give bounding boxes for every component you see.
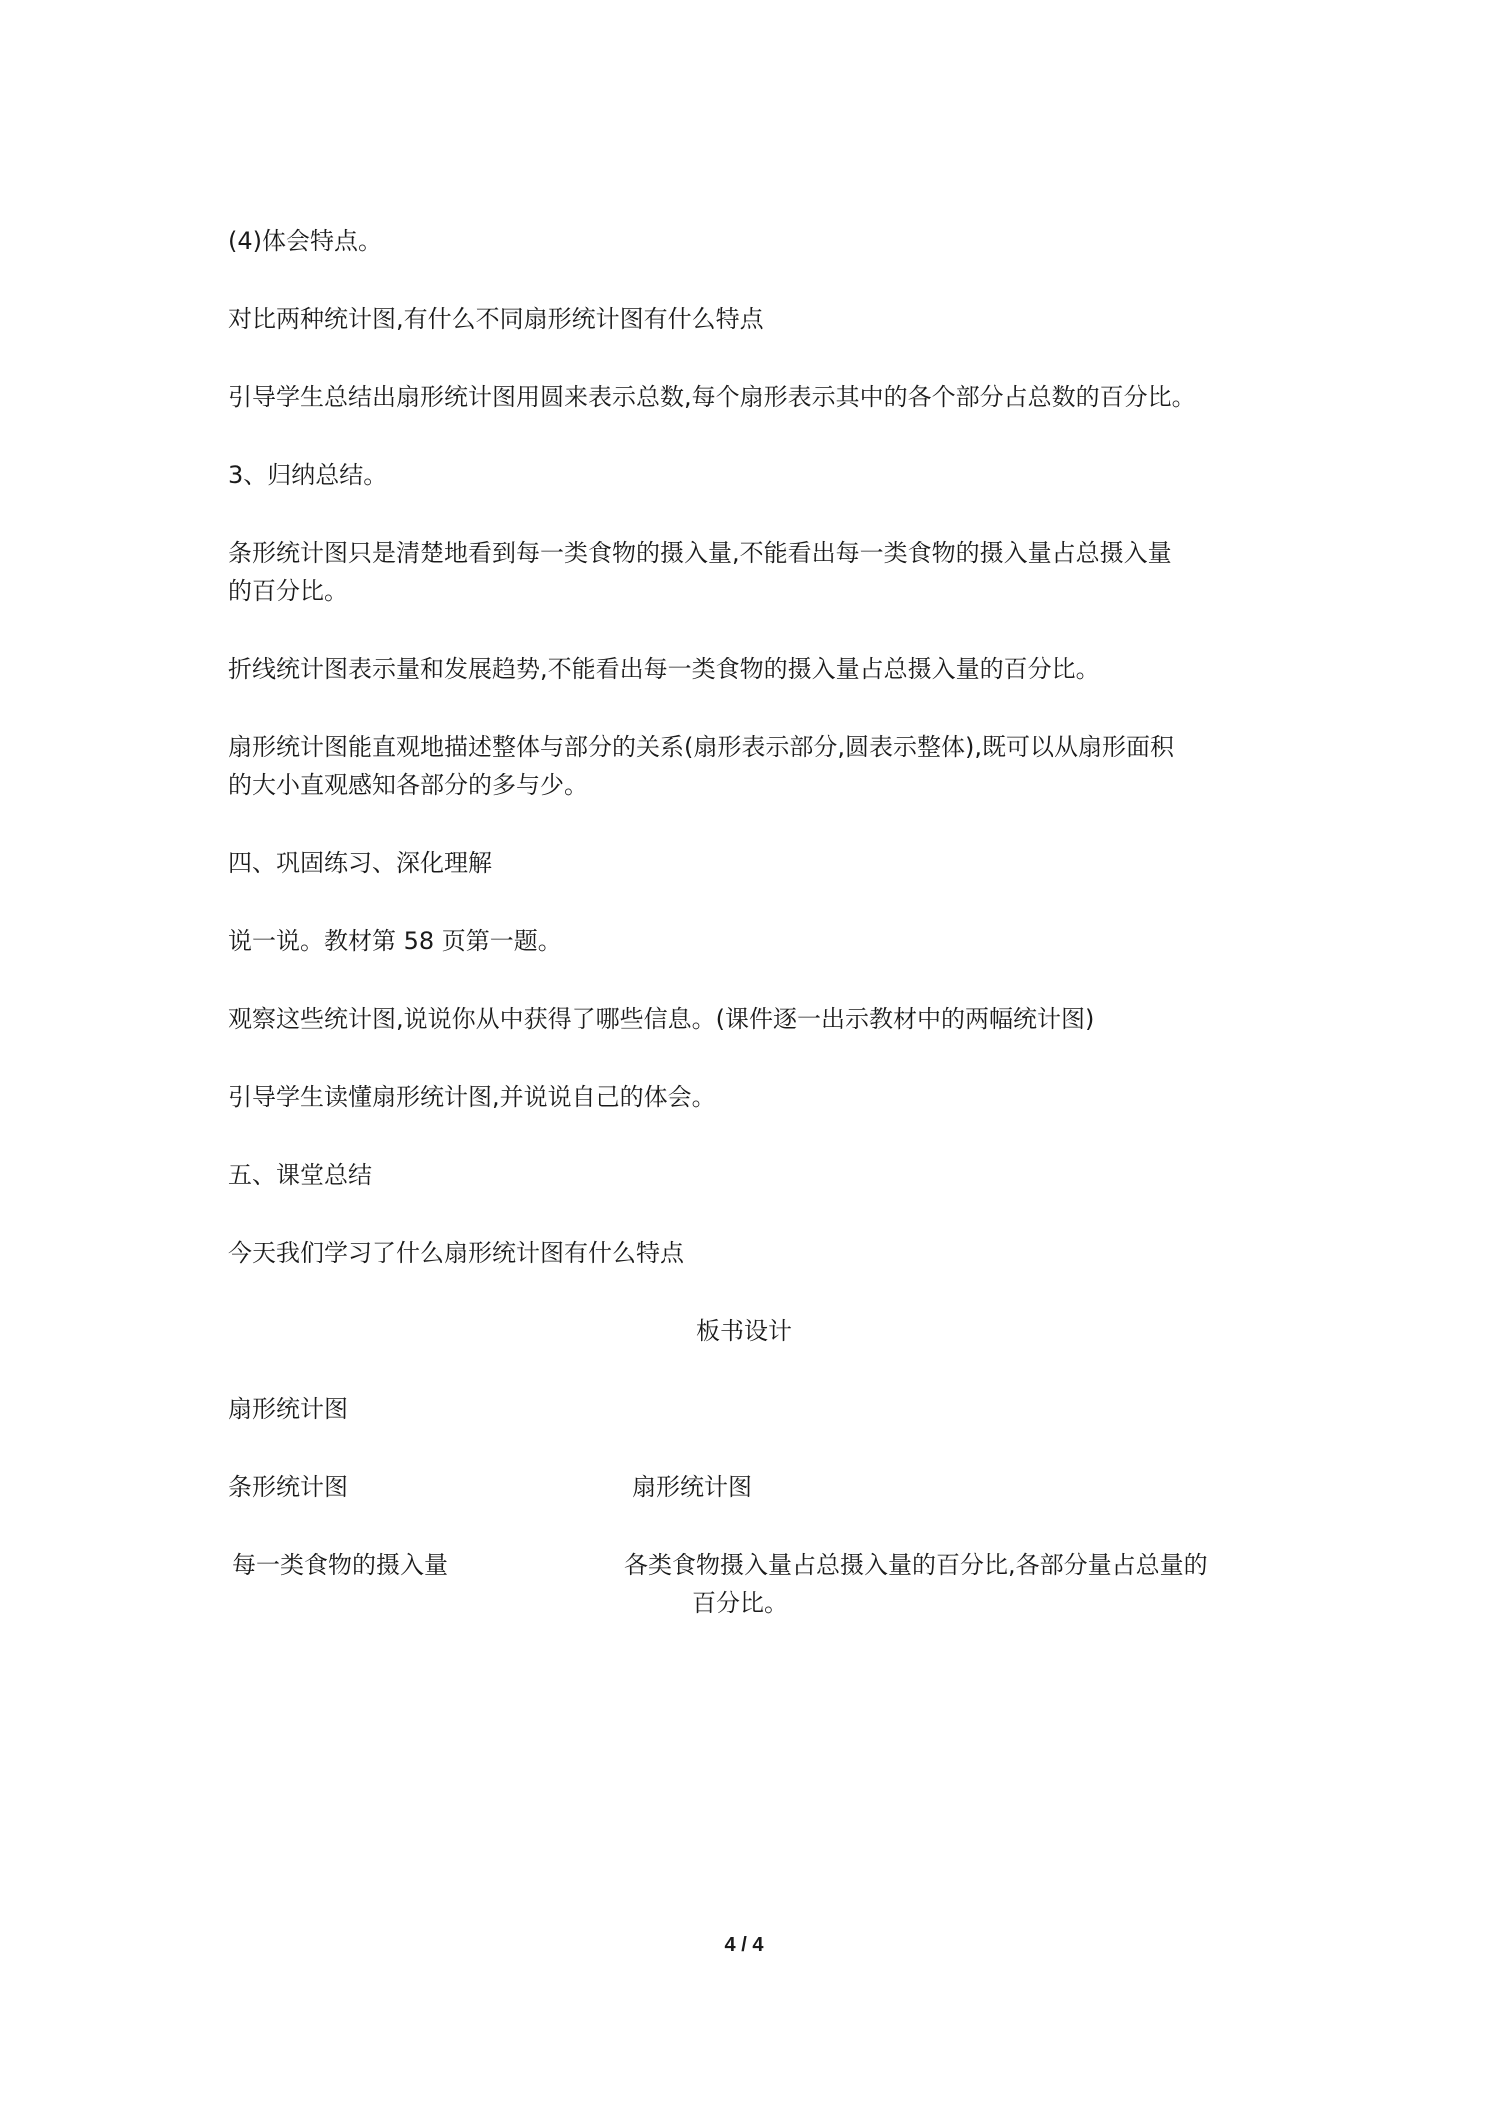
paragraph: 引导学生总结出扇形统计图用圆来表示总数,每个扇形表示其中的各个部分占总数的百分比。 <box>228 383 1196 411</box>
page-number: 4 / 4 <box>724 1934 764 1956</box>
paragraph: 今天我们学习了什么扇形统计图有什么特点 <box>228 1239 684 1267</box>
paragraph: 观察这些统计图,说说你从中获得了哪些信息。(课件逐一出示教材中的两幅统计图) <box>228 1005 1095 1033</box>
board-right-header: 扇形统计图 <box>632 1473 752 1501</box>
paragraph: 折线统计图表示量和发展趋势,不能看出每一类食物的摄入量占总摄入量的百分比。 <box>228 655 1100 683</box>
section-subheading: (4)体会特点。 <box>228 227 382 255</box>
paragraph: 对比两种统计图,有什么不同扇形统计图有什么特点 <box>228 305 764 333</box>
board-design-heading: 板书设计 <box>696 1317 792 1345</box>
section-subheading: 3、归纳总结。 <box>228 461 388 489</box>
board-title: 扇形统计图 <box>228 1395 348 1423</box>
paragraph: 引导学生读懂扇形统计图,并说说自己的体会。 <box>228 1083 716 1111</box>
board-right-desc-line: 百分比。 <box>692 1589 788 1617</box>
section-heading: 五、课堂总结 <box>228 1161 372 1189</box>
paragraph: 说一说。教材第 58 页第一题。 <box>228 927 562 955</box>
paragraph-line: 条形统计图只是清楚地看到每一类食物的摄入量,不能看出每一类食物的摄入量占总摄入量 <box>228 539 1172 567</box>
section-heading: 四、巩固练习、深化理解 <box>228 849 492 877</box>
paragraph-line: 的大小直观感知各部分的多与少。 <box>228 771 588 799</box>
board-right-desc-line: 各类食物摄入量占总摄入量的百分比,各部分量占总量的 <box>624 1551 1208 1579</box>
paragraph-line: 的百分比。 <box>228 577 348 605</box>
board-left-desc: 每一类食物的摄入量 <box>232 1551 448 1579</box>
board-left-header: 条形统计图 <box>228 1473 348 1501</box>
paragraph-line: 扇形统计图能直观地描述整体与部分的关系(扇形表示部分,圆表示整体),既可以从扇形面积 <box>228 733 1174 761</box>
